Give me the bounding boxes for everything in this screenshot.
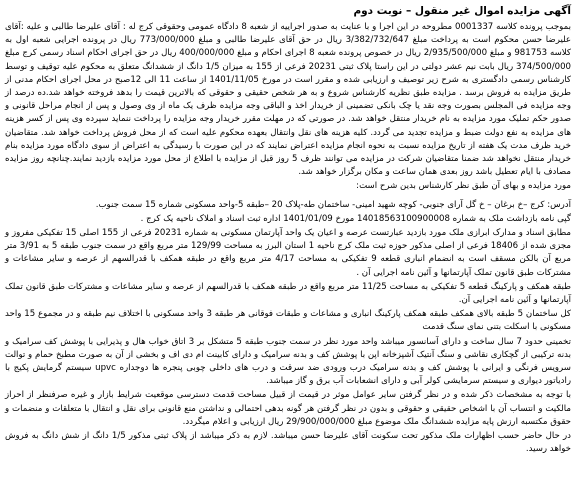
valuation-details: با توجه به مشخصات ذکر شده و در نظر گرفتن سایر عوامل موثر در قیمت از قبیل مساحت قدمت دسترسی موقعیت شرایط بازار و غیره صرفنظر از احراز مالکیت و انتساب آن با اشخاص حقیقی و حقوقی و بدون در نظر گرفتن هر گونه بدهی احتمالی و نداشتن منع قانونی برای نقل و انتقال با متعلقات و منضمات و حقوق مکتسبه ارزش پایه مزایده ششدانگ ملک موضوع مبلغ 29/900/000/000 ریال ارزیابی و اعلام میگردد.	[5, 390, 571, 427]
occupancy-note: در حال حاضر حسب اظهارات ملک مذکور تحت سکونت آقای علیرضا حسن میباشد. لازم به ذکر میباشد از پلاک ثبتی مذکور 1/5 دانگ از شش دانگ به فروش خواهد رسید.	[5, 431, 571, 455]
notice-body	[5, 21, 571, 457]
description-heading: مورد مزایده و بهای آن طبق نظر کارشناس بدین شرح است:	[356, 181, 571, 192]
notice-title: آگهی مزایده اموال غیر منقول – نوبت دوم	[353, 5, 571, 17]
building-details: کل ساختمان 5 طبقه بالای همکف طبقه همکف پارکینگ انباری و مشاعات و طبقات فوقانی هر طبقه 3 واحد مسکونی با اختلاف نیم طبقه و در مجموع 15 واحد مسکونی با اسکلت بتنی نمای سنگ قدمت	[5, 309, 571, 333]
registration-note: گپی نامه بازداشت ملک به شماره 14018563100900008 مورخ 1401/01/09 اداره ثبت اسناد و املاک ناحیه یک کرج .	[140, 213, 571, 224]
parking-details: طبقه همکف و پارکینگ قطعه 5 تفکیکی به مساحت 11/25 متر مربع واقع در طبقه همکف با قدرالسهم از عرصه و سایر مشاعات و مشترکات طبق قانون تملک آپارتمانها و آئین نامه اجرایی آن.	[5, 281, 571, 306]
property-address: آدرس: کرج –خ برغان – خ گل آرای جنوبی- کوچه شهید امینی- ساختمان طه-پلاک 20 –طبقه 5-واحد مسکونی شماره 15 سمت جنوب.	[95, 199, 571, 210]
notice-paragraph: بموجب پرونده کلاسه 0001337 مطروحه در این اجرا و با عنایت به صدور اجراییه از شعبه 8 دادگاه عمومی وحقوقی کرج له : آقای علیرضا طالبی و علیه :آقای علیرضا حسن محکوم است به پرداخت مبلغ 3/382/732/647 ریال در حق آقای علیرضا طالبی و مبلغ 773/000/000 ریال در پرونده اجرایی شعبه اول به کلاسه 981753 و مبلغ 2/935/500/000 ریال در خصوص پرونده شعبه 8 اجرای احکام و مبلغ 400/000/000 ریال در حق اجرای احکام اسناد رسمی کرج مبلغ 374/500/000 ریال بابت نیم عشر دولتی در این راستا پلاک ثبتی 20231 فرعی از 155 به میزان 1/5 دانگ از ششدانگ متعلق به محکوم علیه توقیف و توسط کارشناس رسمی دادگستری به شرح زیر توصیف و ارزیابی شده و مقرر است در مورخ 1401/11/05 از ساعت 11 الی 12صبح در محل اجرای احکام مدنی از طریق مزایده به فروش برسد . مزایده طبق نظریه کارشناس شروع و به هر شخص حقیقی و حقوقی که بالاترین قیمت را بدهد فروخته خواهد شد.ده درصد از وجه مزایده فی المجلس بصورت وجه نقد یا چک بانکی تضمینی از خریدار اخذ و الباقی وجه مزایده ظرف یک ماه از وی وصول و پس از انجام مراحل قانونی و صدور حکم تملیک مورد مزایده به نام خریدار منتقل خواهد شد. در صورتی که در مهلت مقرر خریدار وجه مزایده را پرداخت ننماید سپرده وی پس از کسر هزینه های مزایده به نفع دولت ضبط و مزایده تجدید می گردد. کلیه هزینه های نقل وانتقال بعهده محکوم علیه است که از محل فروش پرداخت خواهد شد. متقاضیان خرید ظرف مدت یک هفته از تاریخ مزایده نسبت به نحوه انجام مزایده اعتراض نمایند که در این صورت با رسیدگی به اعتراض از سوی دادگاه مورد مزایده بنام خریدار منتقل نخواهد شد ضمنا متقاضیان شرکت در مزایده می توانند ظرف 5 روز قبل از مزایده با اطلاع از محل مورد مزایده بازدید نمایند.چنانچه روز مزایده مصادف با ایام تعطیل باشد روز بعدی همان ساعت و مکان برگزار خواهد شد.	[5, 22, 572, 178]
unit-details: تخمینی حدود 7 سال ساخت و دارای آسانسور میباشد واحد مورد نظر در سمت جنوب طبقه 5 متشکل بر 3 اتاق خواب هال و پذیرایی با پوشش کف سرامیک و بدنه ترکیبی از گچکاری نقاشی و سنگ آنتیک آشپزخانه اپن با پوشش کف و بدنه سرامیک و دارای کابینت ام دی اف و بخشی از آن به صورت مطبخ حمام و توالت سرویس فرنگی و ایرانی با پوشش کف و بدنه سرامیک درب ورودی ضد سرقت و درب های داخلی چوبی پنجره ها دوجداره upvc سیستم گرمایش پکیج با رادیاتور دیواری و سیستم سرمایشی کولر آبی و دارای انشعابات آب برق و گاز میباشد.	[5, 336, 571, 387]
property-details: مطابق اسناد و مدارک ابرازی ملک مورد بازدید عبارتست عرصه و اعیان یک واحد آپارتمان مسکونی به شماره 20231 فرعی از 155 اصلی 15 تفکیکی مفروز و مجزی شده از 18406 فرعی از اصلی مذکور حوزه ثبت ملک کرج ناحیه 1 استان البرز به مساحت 129/99 متر مربع واقع در سمت جنوب طبقه 5 به 3/91 متر مربع آن بالکن مسقف است به انضمام انباری قطعه 9 تفکیکی به مساحت 4/17 متر مربع واقع در طبقه همکف با قدرالسهم از عرصه و سایر مشاعات و مشترکات طبق قانون تملک آپارتمانها و آئین نامه اجرایی آن .	[5, 228, 572, 278]
